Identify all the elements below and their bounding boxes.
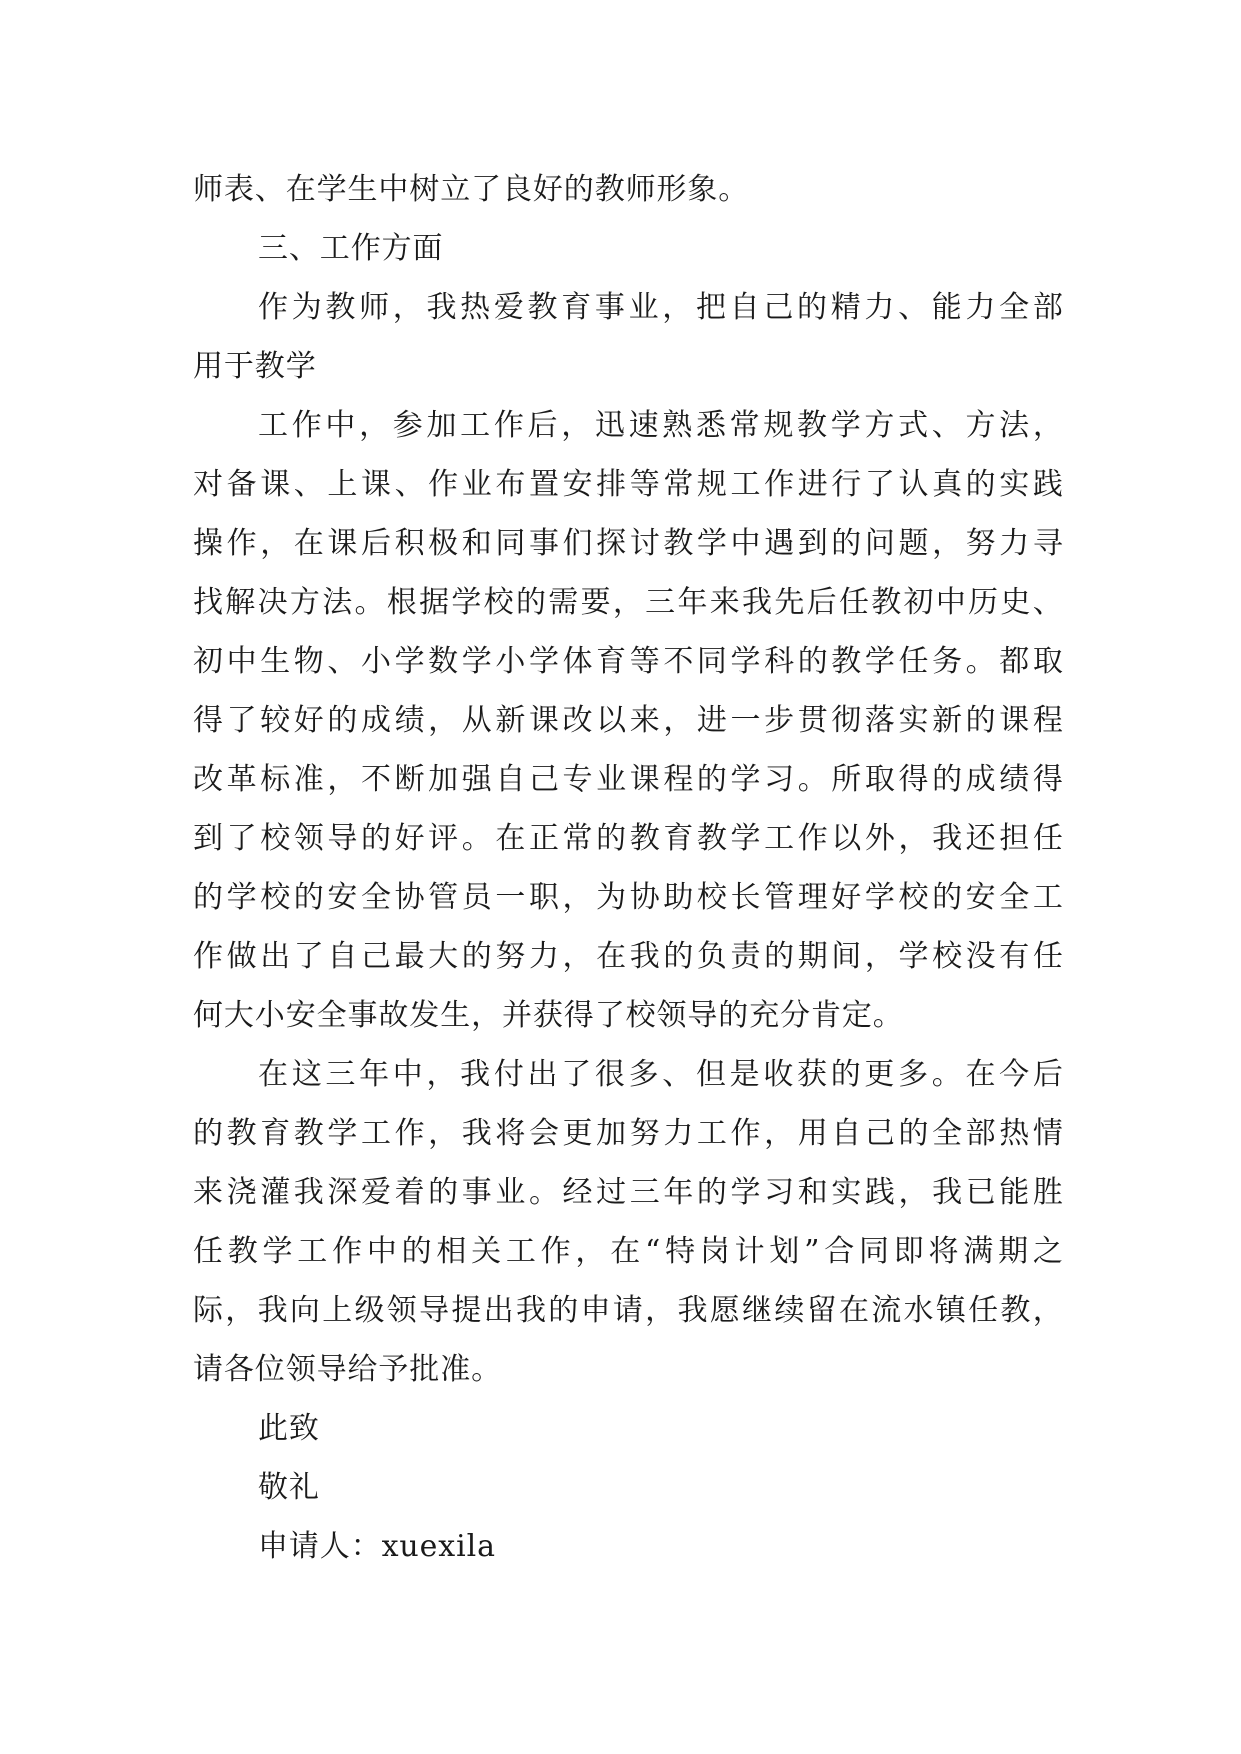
text-line: 得 了 较 好 的 成 绩 ， 从 新 课 改 以 来 ， 进 一 步 贯 彻 落 实 新 的 课 程 [193,703,1063,738]
text-line: 任 教 学 工 作 中 的 相 关 工 作 ， 在 “ 特 岗 计 划 ” 合 同 即 将 满 期 之 [193,1234,1063,1269]
text-line: 此致 [258,1411,320,1446]
text-line: 作 为 教 师 ， 我 热 爱 教 育 事 业 ， 把 自 己 的 精 力 、 能 力 全 部 [258,290,1063,325]
text-line: 在 这 三 年 中 ， 我 付 出 了 很 多 、 但 是 收 获 的 更 多 。 在 今 后 [258,1057,1063,1092]
text-line: 师表、在学生中树立了良好的教师形象。 [193,172,750,207]
text-line: 操 作 ， 在 课 后 积 极 和 同 事 们 探 讨 教 学 中 遇 到 的 问 题 ， 努 力 寻 [193,526,1063,561]
text-line: 的 教 育 教 学 工 作 ， 我 将 会 更 加 努 力 工 作 ， 用 自 己 的 全 部 热 情 [193,1116,1063,1151]
text-line: 到 了 校 领 导 的 好 评 。 在 正 常 的 教 育 教 学 工 作 以 外 ， 我 还 担 任 [193,821,1063,856]
text-line: 来 浇 灌 我 深 爱 着 的 事 业 。 经 过 三 年 的 学 习 和 实 践 ， 我 已 能 胜 [193,1175,1063,1210]
text-line: 的 学 校 的 安 全 协 管 员 一 职 ， 为 协 助 校 长 管 理 好 学 校 的 安 全 工 [193,880,1063,915]
text-line: 初 中 生 物 、 小 学 数 学 小 学 体 育 等 不 同 学 科 的 教 学 任 务 。 都 取 [193,644,1063,679]
text-line: 申请人：xuexila [258,1529,496,1564]
text-line: 际 ， 我 向 上 级 领 导 提 出 我 的 申 请 ， 我 愿 继 续 留 在 流 水 镇 任 教 ， [193,1293,1063,1328]
text-line: 用于教学 [193,349,317,384]
text-line: 工 作 中 ， 参 加 工 作 后 ， 迅 速 熟 悉 常 规 教 学 方 式 、 方 法 ， [258,408,1063,443]
text-line: 敬礼 [258,1470,320,1505]
text-line: 请各位领导给予批准。 [193,1352,502,1387]
document-body [193,160,1063,1576]
text-line: 改 革 标 准 ， 不 断 加 强 自 己 专 业 课 程 的 学 习 。 所 取 得 的 成 绩 得 [193,762,1063,797]
text-line: 找 解 决 方 法 。 根 据 学 校 的 需 要 ， 三 年 来 我 先 后 任 教 初 中 历 史 、 [193,585,1063,620]
text-line: 三、工作方面 [258,231,444,266]
text-line: 作 做 出 了 自 己 最 大 的 努 力 ， 在 我 的 负 责 的 期 间 ， 学 校 没 有 任 [193,939,1063,974]
text-line: 对 备 课 、 上 课 、 作 业 布 置 安 排 等 常 规 工 作 进 行 了 认 真 的 实 践 [193,467,1063,502]
text-line: 何大小安全事故发生，并获得了校领导的充分肯定。 [193,998,904,1033]
